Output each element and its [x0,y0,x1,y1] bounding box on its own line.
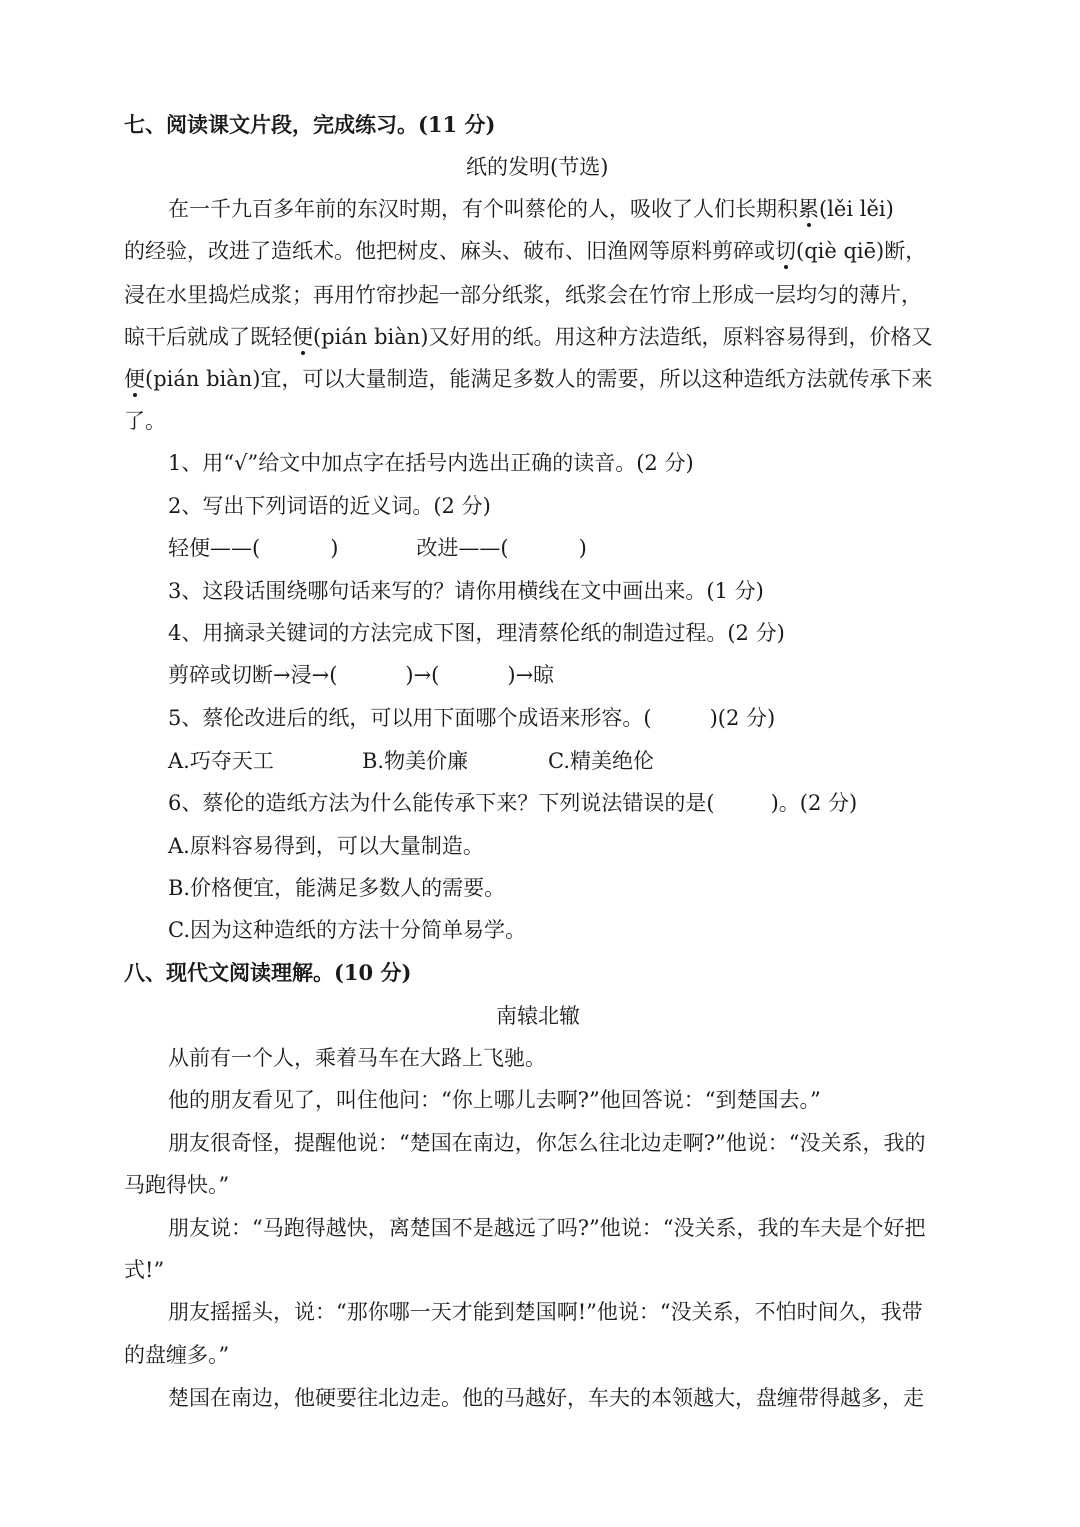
passage-line-3: 浸在水里捣烂成浆；再用竹帘抄起一部分纸浆，纸浆会在竹帘上形成一层均匀的薄片， [124,283,922,307]
question-3: 3、这段话围绕哪句话来写的？请你用横线在文中画出来。(1 分) [168,579,764,603]
dotted-char: 便 [124,367,145,391]
story-paragraph: 朋友说：“马跑得越快，离楚国不是越远了吗?”他说：“没关系，我的车夫是个好把 [168,1216,926,1240]
question-2-answers: 轻便——( ) 改进——( ) [168,536,587,560]
dotted-char: 切 [775,239,796,263]
question-5-option-a: A.巧夺天工 [168,749,274,773]
passage-line-2: 的经验，改进了造纸术。他把树皮、麻头、破布、旧渔网等原料剪碎或切(qiè qiē)断， [124,239,927,263]
section7-title: 纸的发明(节选) [466,155,609,179]
synonym-item-2: 改进——( [416,536,509,560]
dotted-char: 便 [292,325,313,349]
section8-heading: 八、现代文阅读理解。(10 分) [124,960,412,985]
story-paragraph-cont: 的盘缠多。” [124,1343,230,1367]
story-paragraph: 他的朋友看见了，叫住他问：“你上哪儿去啊?”他回答说：“到楚国去。” [168,1088,821,1112]
question-6-option-b: B.价格便宜，能满足多数人的需要。 [168,876,506,900]
passage-line-1: 在一千九百多年前的东汉时期，有个叫蔡伦的人，吸收了人们长期积累(lěi lěi) [168,197,894,221]
story-paragraph: 楚国在南边，他硬要往北边走。他的马越好，车夫的本领越大，盘缠带得越多，走 [168,1386,924,1410]
question-4: 4、用摘录关键词的方法完成下图，理清蔡伦纸的制造过程。(2 分) [168,621,785,645]
story-paragraph: 朋友摇摇头，说：“那你哪一天才能到楚国啊!”他说：“没关系，不怕时间久，我带 [168,1300,923,1324]
story-paragraph: 朋友很奇怪，提醒他说：“楚国在南边，你怎么往北边走啊?”他说：“没关系，我的 [168,1131,926,1155]
story-paragraph-cont: 马跑得快。” [124,1173,230,1197]
question-5-option-b: B.物美价廉 [362,749,469,773]
question-6-option-a: A.原料容易得到，可以大量制造。 [168,834,484,858]
section7-heading: 七、阅读课文片段，完成练习。(11 分) [124,112,496,137]
passage-line-4: 晾干后就成了既轻便(pián biàn)又好用的纸。用这种方法造纸，原料容易得到，价格又 [124,325,933,349]
story-paragraph: 从前有一个人，乘着马车在大路上飞驰。 [168,1046,546,1070]
story-paragraph-cont: 式!” [124,1258,165,1282]
question-4-flow: 剪碎或切断→浸→( )→( )→晾 [168,663,555,687]
question-6: 6、蔡伦的造纸方法为什么能传承下来？下列说法错误的是( )。(2 分) [168,791,858,815]
passage-line-6: 了。 [124,409,166,433]
question-6-option-c: C.因为这种造纸的方法十分简单易学。 [168,918,526,942]
dotted-char: 累 [798,197,819,221]
question-5: 5、蔡伦改进后的纸，可以用下面哪个成语来形容。( )(2 分) [168,706,776,730]
question-1: 1、用“√”给文中加点字在括号内选出正确的读音。(2 分) [168,451,694,475]
passage-line-5: 便(pián biàn)宜，可以大量制造，能满足多数人的需要，所以这种造纸方法就传承下来 [124,367,933,391]
question-5-option-c: C.精美绝伦 [548,749,654,773]
section8-title: 南辕北辙 [496,1004,580,1028]
synonym-item-1: 轻便——( [168,536,261,560]
question-2: 2、写出下列词语的近义词。(2 分) [168,494,491,518]
